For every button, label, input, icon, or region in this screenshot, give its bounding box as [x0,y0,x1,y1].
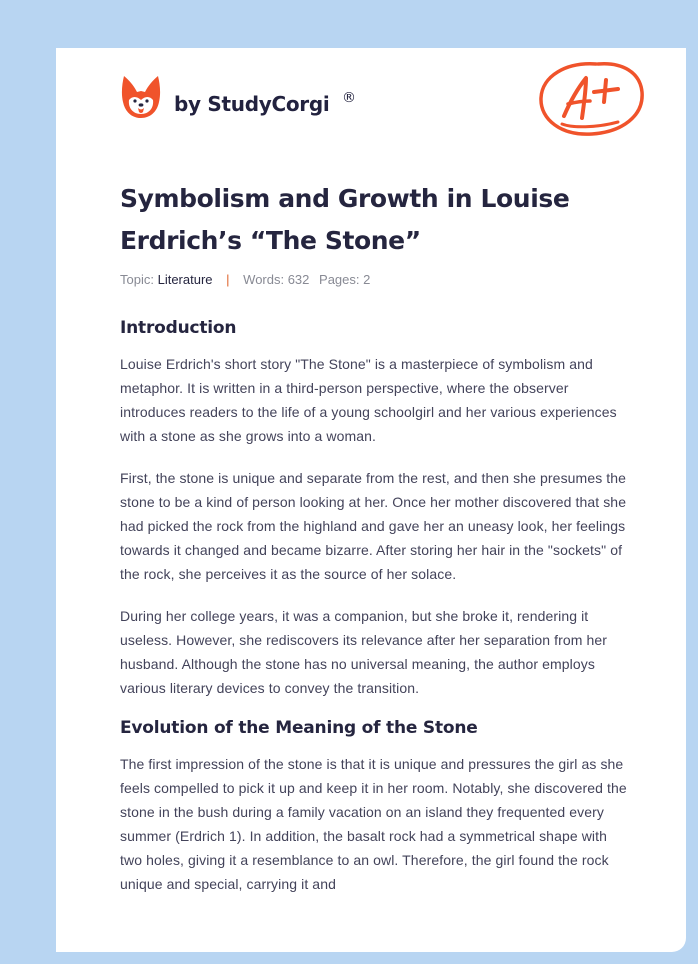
registered-mark: ® [342,90,356,106]
a-plus-grade-icon [536,58,648,140]
section-heading-evolution: Evolution of the Meaning of the Stone [120,718,478,738]
meta-separator: | [226,272,230,287]
page-title: Symbolism and Growth in Louise Erdrich’s “The Stone” [120,184,570,255]
topic-label: Topic: [120,272,154,287]
paragraph: The first impression of the stone is that it is unique and pressures the girl as she feels compelled to pick it up and keep it in her room. Notably, she discovered the stone in the bush during a family vacation on an island they frequented every summer (Erdrich 1). In addition, the basalt rock had a symmetrical shape with two holes, giving it a resemblance to an owl. Therefore, the girl found the rock unique and special, carrying it and [120,756,627,892]
corgi-icon [120,74,162,120]
paragraph: First, the stone is unique and separate from the rest, and then she presumes the stone to be a kind of person looking at her. Once her mother discovered that she had picked the rock from the highland and gave her an uneasy look, her feelings towards it changed and became bizarre. After storing her hair in the "sockets" of the rock, she perceives it as the source of her solace. [120,470,627,582]
brand-name[interactable]: by StudyCorgi [174,92,330,116]
article [120,178,632,896]
header [56,48,686,158]
word-count: Words: 632 [243,272,310,287]
paragraph: Louise Erdrich's short story "The Stone" is a masterpiece of symbolism and metaphor. It is written in a third-person perspective, where the observer introduces readers to the life of a young schoolgirl and her various experiences with a stone as she grows into a woman. [120,356,617,444]
document-card [56,48,686,952]
paragraph: During her college years, it was a companion, but she broke it, rendering it useless. However, she rediscovers its relevance after her separation from her husband. Although the stone has no universal meaning, the author employs various literary devices to convey the transition. [120,608,608,696]
studycorgi-logo[interactable] [120,74,162,120]
page-count: Pages: 2 [319,272,371,287]
topic-link[interactable]: Literature [157,272,213,287]
section-heading-introduction: Introduction [120,318,237,338]
article-meta [120,272,632,292]
